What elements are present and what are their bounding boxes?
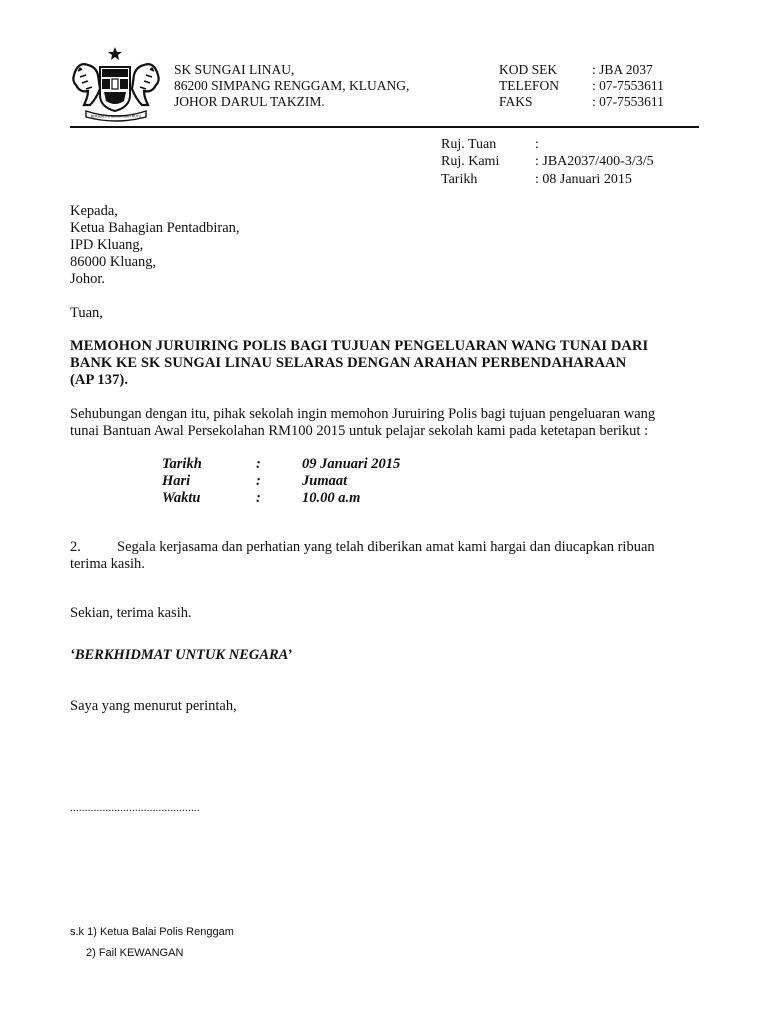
closing-text: Sekian, terima kasih.	[70, 605, 192, 621]
fax-label: FAKS	[499, 94, 533, 109]
paragraph-1-line: Sehubungan dengan itu, pihak sekolah ingin memohon Juruiring Polis bagi tujuan pengeluaran wang	[70, 406, 656, 422]
subject-line: BANK KE SK SUNGAI LINAU SELARAS DENGAN ARAHAN PERBENDAHARAAN	[70, 355, 627, 371]
cc-line: s.k 1) Ketua Balai Polis Renggam	[70, 926, 234, 938]
ref-tuan-label: Ruj. Tuan	[441, 137, 497, 152]
recipient-line: IPD Kluang,	[70, 237, 144, 253]
detail-date-colon: :	[256, 456, 261, 472]
detail-date-value: 09 Januari 2015	[302, 456, 401, 472]
school-code-value: : JBA 2037	[592, 62, 653, 77]
recipient-line: Ketua Bahagian Pentadbiran,	[70, 220, 240, 236]
ref-tuan-value: :	[535, 137, 539, 152]
phone-label: TELEFON	[499, 78, 559, 93]
subject-line: MEMOHON JURUIRING POLIS BAGI TUJUAN PENGELUARAN WANG TUNAI DARI	[70, 338, 649, 354]
detail-time-value: 10.00 a.m	[302, 490, 361, 506]
ref-kami-value: : JBA2037/400-3/3/5	[535, 154, 654, 169]
sign-off: Saya yang menurut perintah,	[70, 698, 237, 714]
recipient-line: Kepada,	[70, 203, 118, 219]
paragraph-1-line: tunai Bantuan Awal Persekolahan RM100 2015 untuk pelajar sekolah kami pada ketetapan berikut :	[70, 423, 649, 439]
motto: ‘BERKHIDMAT UNTUK NEGARA’	[70, 647, 293, 663]
paragraph-2-number: 2.	[70, 539, 81, 555]
school-name: SK SUNGAI LINAU,	[174, 62, 295, 77]
detail-day-label: Hari	[162, 473, 191, 489]
salutation: Tuan,	[70, 305, 103, 321]
fax-value: : 07-7553611	[592, 94, 664, 109]
school-state: JOHOR DARUL TAKZIM.	[174, 94, 325, 109]
phone-value: : 07-7553611	[592, 78, 664, 93]
header-divider	[70, 126, 699, 128]
school-address: 86200 SIMPANG RENGGAM, KLUANG,	[174, 78, 410, 93]
letter-subject	[70, 338, 699, 389]
date-value: : 08 Januari 2015	[535, 172, 632, 187]
coat-of-arms-crest	[66, 45, 166, 125]
school-code-label: KOD SEK	[499, 62, 558, 77]
cc-line: 2) Fail KEWANGAN	[86, 947, 184, 959]
paragraph-2-line: terima kasih.	[70, 556, 145, 572]
subject-line: (AP 137).	[70, 372, 129, 388]
recipient-line: 86000 Kluang,	[70, 254, 157, 270]
paragraph-2-line: Segala kerjasama dan perhatian yang telah diberikan amat kami hargai dan diucapkan ribuan	[117, 539, 655, 555]
recipient-line: Johor.	[70, 271, 106, 287]
detail-time-label: Waktu	[162, 490, 201, 506]
crest-banner-text: BERSEKUTU BERTAMBAH MUTU	[90, 114, 142, 119]
detail-day-colon: :	[256, 473, 261, 489]
date-label: Tarikh	[441, 172, 478, 187]
signature-line: ............................................	[70, 802, 200, 814]
ref-kami-label: Ruj. Kami	[441, 154, 500, 169]
detail-time-colon: :	[256, 490, 261, 506]
detail-day-value: Jumaat	[302, 473, 348, 489]
detail-date-label: Tarikh	[162, 456, 202, 472]
